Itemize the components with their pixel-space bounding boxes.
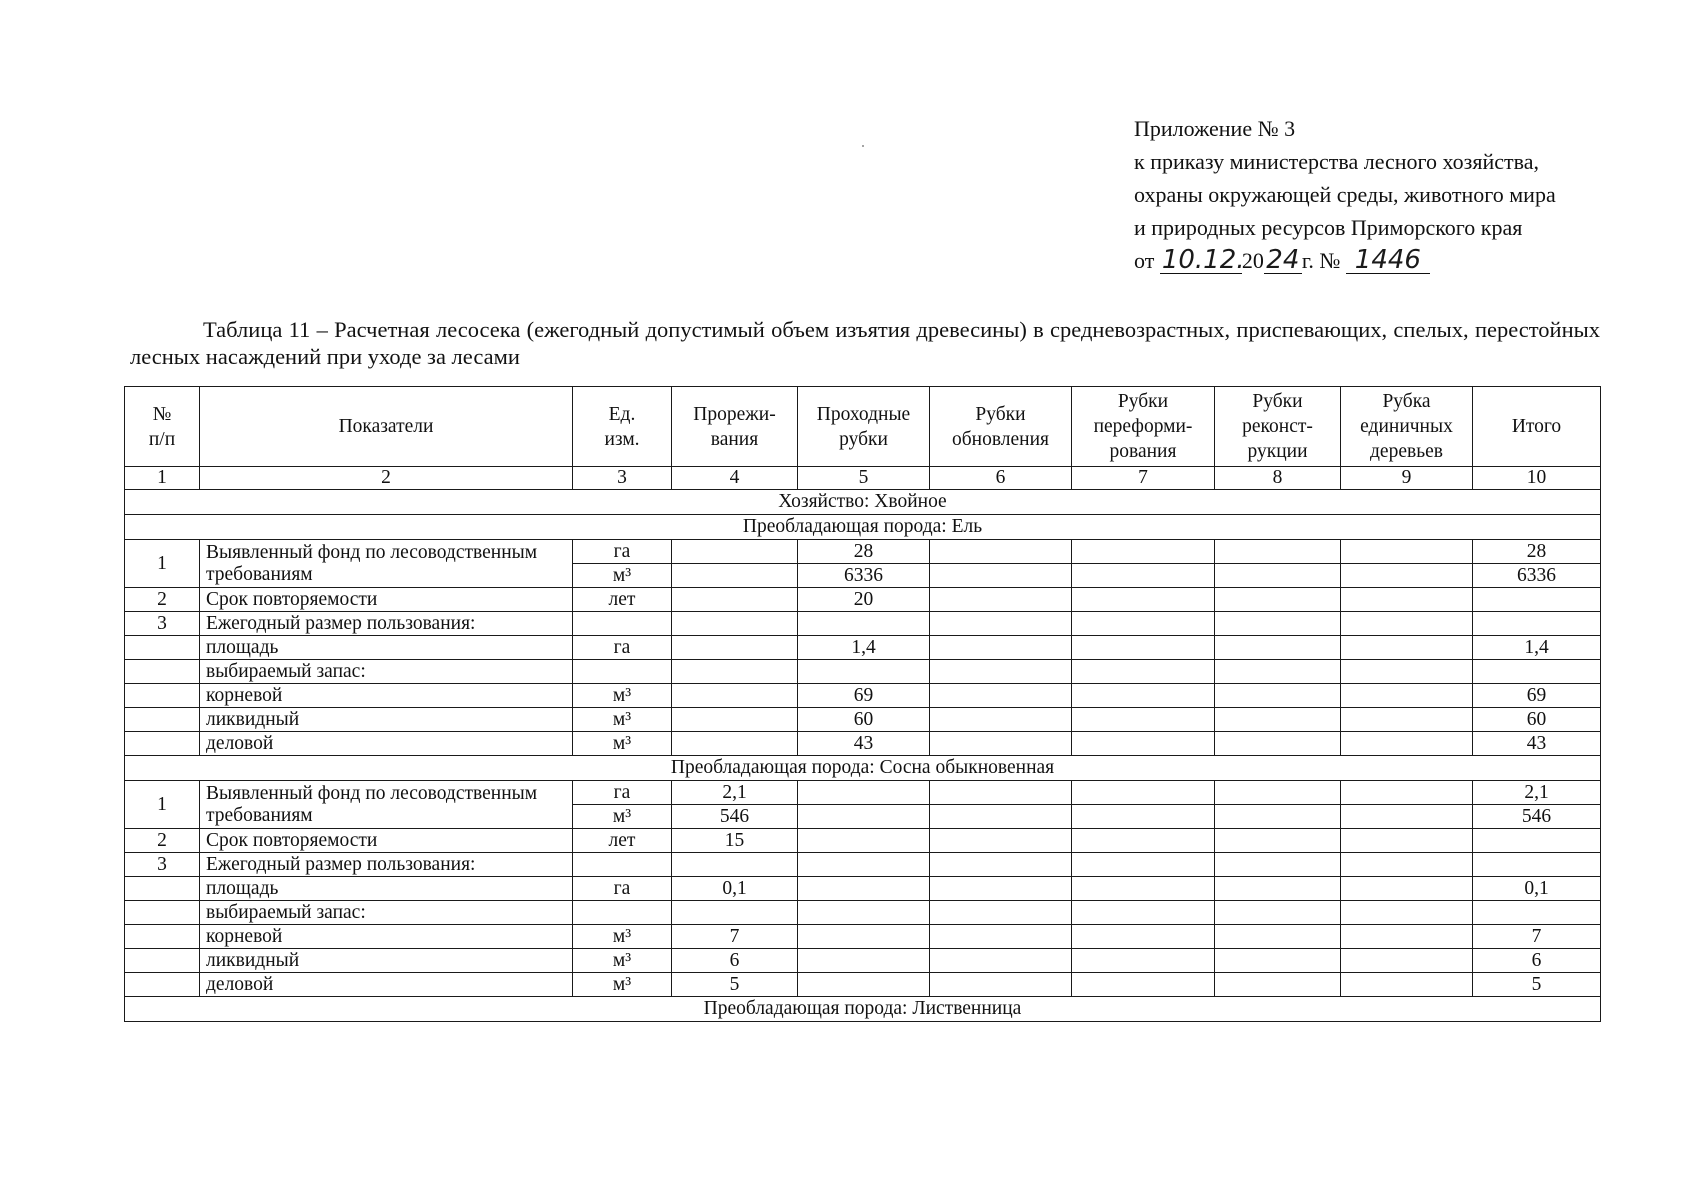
thinning-value: 7 — [672, 925, 798, 949]
table-row — [125, 949, 1601, 973]
empty-value-col-8 — [1215, 612, 1341, 636]
empty-value-col-7 — [1072, 588, 1215, 612]
indicator-label: площадь — [200, 877, 573, 901]
empty-value-col-7 — [1072, 901, 1215, 925]
thinning-value — [672, 684, 798, 708]
empty-value-col-7 — [1072, 636, 1215, 660]
table-row — [125, 925, 1601, 949]
table-row — [125, 973, 1601, 997]
empty-value-col-9 — [1341, 708, 1473, 732]
total-value: 1,4 — [1473, 636, 1601, 660]
row-number — [125, 901, 200, 925]
total-value — [1473, 901, 1601, 925]
empty-value-col-9 — [1341, 732, 1473, 756]
row-number — [125, 925, 200, 949]
empty-value-col-6 — [930, 973, 1072, 997]
header-renewal-cutting: Рубки обновления — [930, 387, 1072, 467]
date-year-suffix: 24 — [1264, 247, 1302, 274]
total-value: 6336 — [1473, 564, 1601, 588]
indicator-label: площадь — [200, 636, 573, 660]
row-number — [125, 973, 200, 997]
column-numbers-row — [125, 467, 1601, 490]
passage-cutting-value: 6336 — [798, 564, 930, 588]
empty-value-col-8 — [1215, 805, 1341, 829]
row-number — [125, 949, 200, 973]
empty-value-col-6 — [930, 877, 1072, 901]
empty-value-col-9 — [1341, 925, 1473, 949]
passage-cutting-value — [798, 853, 930, 877]
table-row — [125, 588, 1601, 612]
thinning-value — [672, 636, 798, 660]
empty-value-col-6 — [930, 781, 1072, 805]
unit-cell — [573, 660, 672, 684]
total-value — [1473, 612, 1601, 636]
empty-value-col-9 — [1341, 540, 1473, 564]
empty-value-col-9 — [1341, 781, 1473, 805]
column-number-9: 9 — [1341, 467, 1473, 490]
thinning-value — [672, 564, 798, 588]
table-body — [125, 490, 1601, 1022]
empty-value-col-7 — [1072, 564, 1215, 588]
empty-value-col-7 — [1072, 925, 1215, 949]
unit-cell — [573, 901, 672, 925]
row-number — [125, 708, 200, 732]
unit-cell: га — [573, 540, 672, 564]
empty-value-col-6 — [930, 732, 1072, 756]
unit-cell: м³ — [573, 949, 672, 973]
empty-value-col-9 — [1341, 612, 1473, 636]
total-value: 6 — [1473, 949, 1601, 973]
empty-value-col-6 — [930, 564, 1072, 588]
section-row — [125, 997, 1601, 1022]
thinning-value: 15 — [672, 829, 798, 853]
row-number — [125, 732, 200, 756]
empty-value-col-7 — [1072, 829, 1215, 853]
total-value — [1473, 660, 1601, 684]
thinning-value — [672, 732, 798, 756]
passage-cutting-value: 60 — [798, 708, 930, 732]
empty-value-col-6 — [930, 540, 1072, 564]
indicator-label: корневой — [200, 684, 573, 708]
empty-value-col-9 — [1341, 877, 1473, 901]
empty-value-col-7 — [1072, 660, 1215, 684]
date-prefix: от — [1134, 248, 1155, 273]
table-row — [125, 636, 1601, 660]
table-row — [125, 829, 1601, 853]
unit-cell: га — [573, 877, 672, 901]
passage-cutting-value — [798, 901, 930, 925]
empty-value-col-8 — [1215, 588, 1341, 612]
species-title: Преобладающая порода: Сосна обыкновенная — [125, 756, 1601, 781]
row-number — [125, 877, 200, 901]
empty-value-col-8 — [1215, 564, 1341, 588]
table-row — [125, 612, 1601, 636]
empty-value-col-9 — [1341, 660, 1473, 684]
passage-cutting-value — [798, 805, 930, 829]
empty-value-col-7 — [1072, 853, 1215, 877]
empty-value-col-6 — [930, 829, 1072, 853]
total-value: 7 — [1473, 925, 1601, 949]
thinning-value — [672, 588, 798, 612]
empty-value-col-8 — [1215, 732, 1341, 756]
total-value — [1473, 829, 1601, 853]
section-row — [125, 515, 1601, 540]
table-row — [125, 540, 1601, 564]
table-row — [125, 684, 1601, 708]
empty-value-col-6 — [930, 925, 1072, 949]
header-passage-cutting: Проходные рубки — [798, 387, 930, 467]
empty-value-col-8 — [1215, 925, 1341, 949]
empty-value-col-9 — [1341, 564, 1473, 588]
empty-value-col-6 — [930, 636, 1072, 660]
appendix-date-line — [1134, 244, 1654, 277]
species-title: Преобладающая порода: Ель — [125, 515, 1601, 540]
unit-cell — [573, 612, 672, 636]
unit-cell: м³ — [573, 805, 672, 829]
unit-cell: м³ — [573, 925, 672, 949]
indicator-label: выбираемый запас: — [200, 901, 573, 925]
indicator-label: выбираемый запас: — [200, 660, 573, 684]
species-title: Преобладающая порода: Лиственница — [125, 997, 1601, 1022]
indicator-label: корневой — [200, 925, 573, 949]
indicator-label: Срок повторяемости — [200, 588, 573, 612]
empty-value-col-9 — [1341, 853, 1473, 877]
unit-cell — [573, 853, 672, 877]
column-number-4: 4 — [672, 467, 798, 490]
total-value — [1473, 588, 1601, 612]
table-row — [125, 732, 1601, 756]
empty-value-col-7 — [1072, 973, 1215, 997]
passage-cutting-value: 1,4 — [798, 636, 930, 660]
row-number — [125, 660, 200, 684]
total-value: 69 — [1473, 684, 1601, 708]
empty-value-col-7 — [1072, 540, 1215, 564]
thinning-value: 6 — [672, 949, 798, 973]
section-row — [125, 756, 1601, 781]
empty-value-col-6 — [930, 901, 1072, 925]
empty-value-col-8 — [1215, 949, 1341, 973]
empty-value-col-8 — [1215, 781, 1341, 805]
indicator-label: Ежегодный размер пользования: — [200, 853, 573, 877]
column-number-6: 6 — [930, 467, 1072, 490]
row-number: 3 — [125, 612, 200, 636]
table-row — [125, 901, 1601, 925]
date-year-prefix: 20 — [1241, 248, 1264, 273]
table-row — [125, 853, 1601, 877]
empty-value-col-9 — [1341, 829, 1473, 853]
empty-value-col-9 — [1341, 901, 1473, 925]
total-value: 0,1 — [1473, 877, 1601, 901]
passage-cutting-value: 28 — [798, 540, 930, 564]
passage-cutting-value — [798, 660, 930, 684]
unit-cell: м³ — [573, 732, 672, 756]
empty-value-col-6 — [930, 684, 1072, 708]
passage-cutting-value — [798, 612, 930, 636]
empty-value-col-9 — [1341, 684, 1473, 708]
empty-value-col-8 — [1215, 853, 1341, 877]
date-day-month: 10.12. — [1161, 245, 1245, 275]
empty-value-col-6 — [930, 588, 1072, 612]
passage-cutting-value — [798, 781, 930, 805]
empty-value-col-8 — [1215, 636, 1341, 660]
empty-value-col-8 — [1215, 877, 1341, 901]
indicator-label: деловой — [200, 732, 573, 756]
appendix-line-2: охраны окружающей среды, животного мира — [1134, 182, 1556, 207]
table-row — [125, 708, 1601, 732]
appendix-block — [1134, 112, 1654, 277]
row-number: 1 — [125, 540, 200, 588]
appendix-line-1: к приказу министерства лесного хозяйства, — [1134, 149, 1540, 174]
empty-value-col-7 — [1072, 708, 1215, 732]
empty-value-col-6 — [930, 949, 1072, 973]
thinning-value: 0,1 — [672, 877, 798, 901]
empty-value-col-7 — [1072, 805, 1215, 829]
allowable-cut-table — [124, 386, 1601, 1022]
row-number: 3 — [125, 853, 200, 877]
column-number-10: 10 — [1473, 467, 1601, 490]
thinning-value — [672, 612, 798, 636]
empty-value-col-8 — [1215, 660, 1341, 684]
row-number — [125, 684, 200, 708]
header-thinning: Прорежи- вания — [672, 387, 798, 467]
thinning-value: 5 — [672, 973, 798, 997]
thinning-value — [672, 660, 798, 684]
table-header-row — [125, 387, 1601, 467]
indicator-label: ликвидный — [200, 949, 573, 973]
indicator-label: Выявленный фонд по лесоводственным требованиям — [200, 540, 573, 588]
column-number-2: 2 — [200, 467, 573, 490]
table-row — [125, 660, 1601, 684]
total-value: 2,1 — [1473, 781, 1601, 805]
total-value: 28 — [1473, 540, 1601, 564]
table-row — [125, 877, 1601, 901]
empty-value-col-6 — [930, 853, 1072, 877]
indicator-label: Срок повторяемости — [200, 829, 573, 853]
thinning-value — [672, 901, 798, 925]
column-number-7: 7 — [1072, 467, 1215, 490]
empty-value-col-7 — [1072, 732, 1215, 756]
empty-value-col-8 — [1215, 901, 1341, 925]
thinning-value: 546 — [672, 805, 798, 829]
indicator-label: деловой — [200, 973, 573, 997]
empty-value-col-9 — [1341, 805, 1473, 829]
empty-value-col-8 — [1215, 708, 1341, 732]
scan-speck — [862, 145, 864, 147]
farm-type-row: Хозяйство: Хвойное — [125, 490, 1601, 515]
row-number: 2 — [125, 829, 200, 853]
column-number-8: 8 — [1215, 467, 1341, 490]
row-number — [125, 636, 200, 660]
order-number: 1446 — [1346, 247, 1430, 274]
header-reconstruction-cutting: Рубки реконст- рукции — [1215, 387, 1341, 467]
passage-cutting-value — [798, 949, 930, 973]
header-single-tree-cutting: Рубка единичных деревьев — [1341, 387, 1473, 467]
indicator-label: ликвидный — [200, 708, 573, 732]
appendix-line-3: и природных ресурсов Приморского края — [1134, 215, 1523, 240]
passage-cutting-value — [798, 829, 930, 853]
unit-cell: м³ — [573, 708, 672, 732]
thinning-value: 2,1 — [672, 781, 798, 805]
passage-cutting-value: 69 — [798, 684, 930, 708]
empty-value-col-6 — [930, 612, 1072, 636]
passage-cutting-value — [798, 877, 930, 901]
total-value: 5 — [1473, 973, 1601, 997]
column-number-3: 3 — [573, 467, 672, 490]
empty-value-col-9 — [1341, 949, 1473, 973]
date-g: г. № — [1301, 248, 1341, 273]
empty-value-col-7 — [1072, 781, 1215, 805]
passage-cutting-value: 43 — [798, 732, 930, 756]
table-row — [125, 781, 1601, 805]
thinning-value — [672, 708, 798, 732]
unit-cell: м³ — [573, 973, 672, 997]
total-value: 60 — [1473, 708, 1601, 732]
empty-value-col-7 — [1072, 612, 1215, 636]
empty-value-col-9 — [1341, 636, 1473, 660]
empty-value-col-9 — [1341, 973, 1473, 997]
indicator-label: Ежегодный размер пользования: — [200, 612, 573, 636]
total-value: 43 — [1473, 732, 1601, 756]
column-number-1: 1 — [125, 467, 200, 490]
passage-cutting-value: 20 — [798, 588, 930, 612]
empty-value-col-6 — [930, 660, 1072, 684]
column-number-5: 5 — [798, 467, 930, 490]
header-indicators: Показатели — [200, 387, 573, 467]
passage-cutting-value — [798, 973, 930, 997]
table-caption: Таблица 11 – Расчетная лесосека (ежегодный допустимый объем изъятия древесины) в средневозрастных, приспевающих, спелых, перестойных лесных насаждений при уходе за лесами — [130, 317, 1600, 369]
header-unit: Ед. изм. — [573, 387, 672, 467]
passage-cutting-value — [798, 925, 930, 949]
empty-value-col-9 — [1341, 588, 1473, 612]
unit-cell: га — [573, 781, 672, 805]
unit-cell: лет — [573, 588, 672, 612]
unit-cell: м³ — [573, 564, 672, 588]
thinning-value — [672, 853, 798, 877]
empty-value-col-6 — [930, 805, 1072, 829]
unit-cell: га — [573, 636, 672, 660]
thinning-value — [672, 540, 798, 564]
empty-value-col-8 — [1215, 540, 1341, 564]
indicator-label: Выявленный фонд по лесоводственным требованиям — [200, 781, 573, 829]
empty-value-col-8 — [1215, 684, 1341, 708]
empty-value-col-8 — [1215, 829, 1341, 853]
row-number: 1 — [125, 781, 200, 829]
section-row — [125, 490, 1601, 515]
unit-cell: м³ — [573, 684, 672, 708]
appendix-title: Приложение № 3 — [1134, 116, 1296, 141]
header-number: № п/п — [125, 387, 200, 467]
header-total: Итого — [1473, 387, 1601, 467]
empty-value-col-6 — [930, 708, 1072, 732]
row-number: 2 — [125, 588, 200, 612]
empty-value-col-7 — [1072, 949, 1215, 973]
unit-cell: лет — [573, 829, 672, 853]
empty-value-col-7 — [1072, 877, 1215, 901]
empty-value-col-7 — [1072, 684, 1215, 708]
total-value — [1473, 853, 1601, 877]
total-value: 546 — [1473, 805, 1601, 829]
empty-value-col-8 — [1215, 973, 1341, 997]
header-reformation-cutting: Рубки переформи- рования — [1072, 387, 1215, 467]
